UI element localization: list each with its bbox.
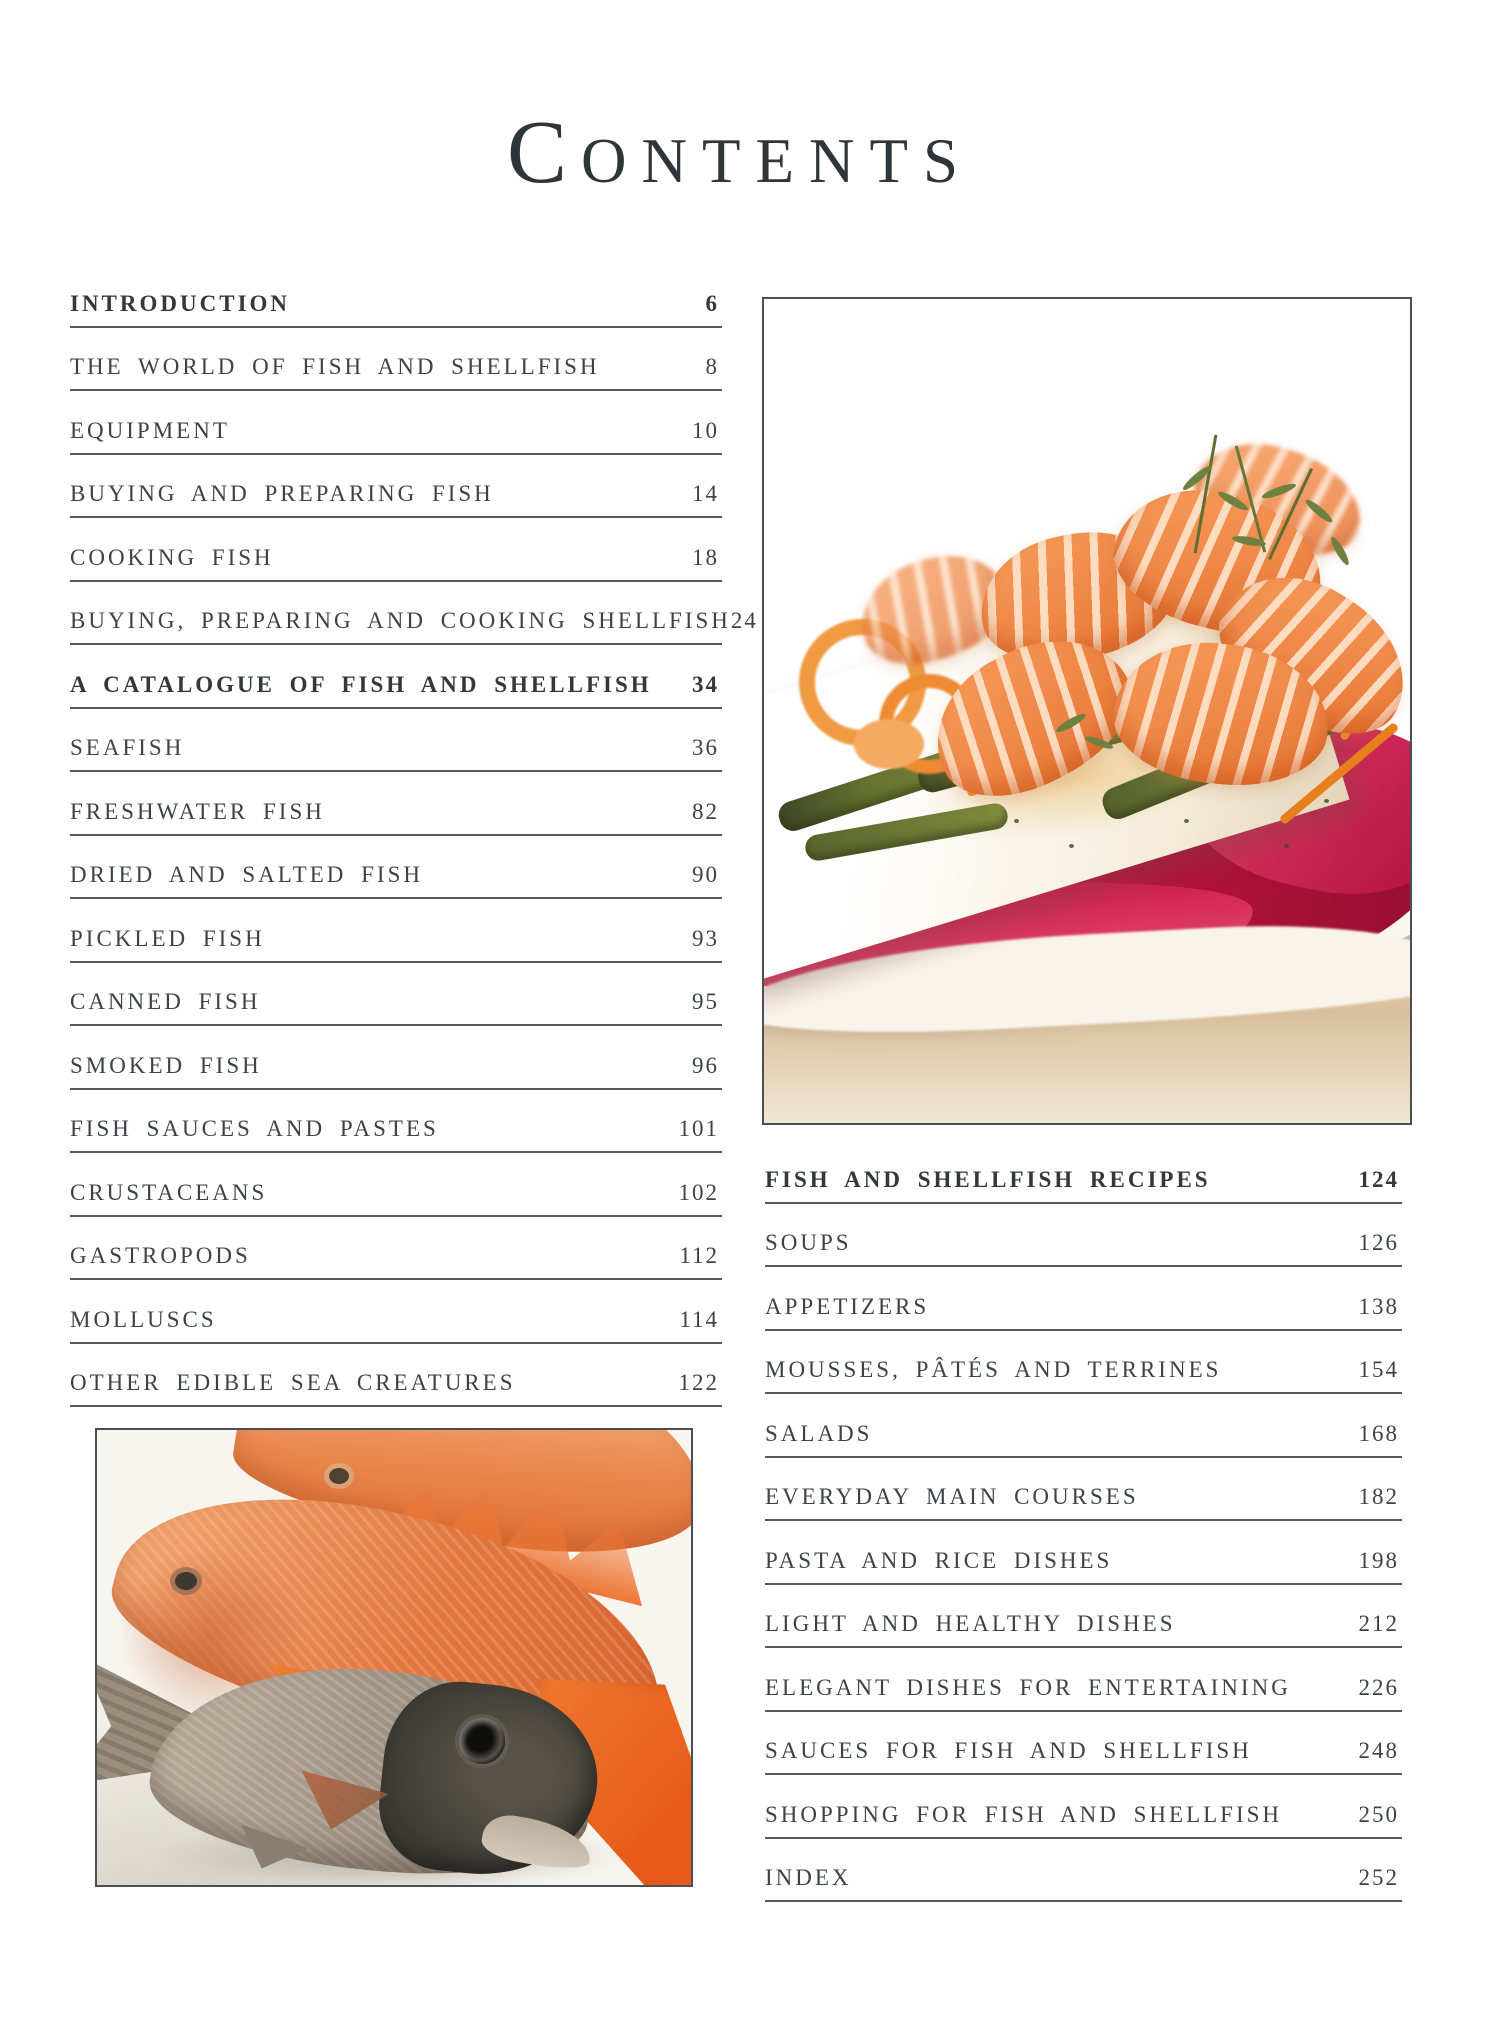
toc-entry-label: SAUCES FOR FISH AND SHELLFISH [765, 1738, 1252, 1763]
toc-entry-page: 124 [1358, 1166, 1399, 1192]
toc-entry-page: 14 [692, 481, 719, 506]
photo-snapper-bream [95, 1428, 693, 1887]
toc-row-molluscs [70, 1280, 722, 1344]
toc-entry-page: 36 [692, 735, 719, 760]
toc-entry-label: DRIED AND SALTED FISH [70, 862, 423, 887]
toc-row-fish-and-shellfish-recipes [765, 1140, 1402, 1204]
grey-bream-eye [459, 1718, 505, 1764]
toc-entry-label: COOKING FISH [70, 544, 274, 570]
toc-row-elegant-dishes-for-entertaining [765, 1648, 1402, 1712]
toc-entry-page: 18 [692, 544, 719, 570]
toc-entry-page: 252 [1358, 1865, 1399, 1890]
toc-entry-label: PICKLED FISH [70, 925, 265, 951]
toc-row-index [765, 1839, 1402, 1903]
toc-entry-page: 250 [1358, 1801, 1399, 1827]
toc-entry-label: SALADS [765, 1420, 873, 1446]
toc-row-sauces-for-fish-and-shellfish [765, 1712, 1402, 1776]
toc-entry-page: 8 [705, 354, 719, 379]
toc-row-other-edible-sea-creatures [70, 1344, 722, 1408]
toc-row-equipment [70, 391, 722, 455]
toc-entry-page: 168 [1358, 1420, 1399, 1446]
toc-entry-label: MOLLUSCS [70, 1306, 217, 1332]
toc-entry-label: LIGHT AND HEALTHY DISHES [765, 1611, 1176, 1636]
toc-entry-label: SEAFISH [70, 735, 185, 760]
toc-row-pickled-fish [70, 899, 722, 963]
herb-fleck [1014, 819, 1019, 823]
page-title [0, 103, 1480, 202]
toc-row-freshwater-fish [70, 772, 722, 836]
red-snapper-eye [175, 1572, 197, 1590]
toc-row-introduction [70, 264, 722, 328]
toc-entry-page: 102 [678, 1179, 719, 1205]
toc-row-buying-and-preparing-fish [70, 455, 722, 519]
toc-entry-page: 122 [678, 1370, 719, 1395]
toc-entry-label: BUYING AND PREPARING FISH [70, 481, 494, 506]
toc-row-smoked-fish [70, 1026, 722, 1090]
toc-entry-page: 34 [692, 671, 719, 697]
toc-entry-page: 198 [1358, 1547, 1399, 1573]
toc-row-light-and-healthy-dishes [765, 1585, 1402, 1649]
toc-entry-label: MOUSSES, PÂTÉS AND TERRINES [765, 1357, 1222, 1382]
toc-entry-label: SMOKED FISH [70, 1052, 262, 1078]
toc-entry-page: 138 [1358, 1293, 1399, 1319]
toc-row-seafish [70, 709, 722, 773]
toc-row-shopping-for-fish-and-shellfish [765, 1775, 1402, 1839]
toc-row-appetizers [765, 1267, 1402, 1331]
toc-row-crustaceans [70, 1153, 722, 1217]
herb-fleck [1324, 799, 1329, 803]
toc-row-dried-and-salted-fish [70, 836, 722, 900]
toc-entry-page: 154 [1358, 1357, 1399, 1382]
toc-entry-label: CANNED FISH [70, 989, 261, 1014]
herb-fleck [1284, 844, 1289, 848]
toc-entry-label: APPETIZERS [765, 1293, 930, 1319]
toc-entry-page: 126 [1358, 1230, 1399, 1255]
toc-entry-page: 95 [692, 989, 719, 1014]
toc-entry-label: A CATALOGUE OF FISH AND SHELLFISH [70, 671, 652, 697]
toc-row-catalogue-of-fish-and-shellfish [70, 645, 722, 709]
toc-row-cooking-fish [70, 518, 722, 582]
toc-row-salads [765, 1394, 1402, 1458]
toc-entry-label: FISH SAUCES AND PASTES [70, 1116, 439, 1141]
toc-entry-label: SOUPS [765, 1230, 852, 1255]
herb-fleck [1184, 819, 1189, 823]
toc-entry-page: 96 [692, 1052, 719, 1078]
toc-row-fish-sauces-and-pastes [70, 1090, 722, 1154]
toc-entry-page: 114 [679, 1306, 719, 1332]
toc-entry-page: 101 [678, 1116, 719, 1141]
toc-entry-label: ELEGANT DISHES FOR ENTERTAINING [765, 1674, 1291, 1700]
toc-entry-page: 93 [692, 925, 719, 951]
photo-langoustines [762, 297, 1412, 1125]
carrot-curl [854, 719, 924, 769]
toc-row-gastropods [70, 1217, 722, 1281]
toc-entry-label: GASTROPODS [70, 1243, 251, 1268]
toc-entry-label: EVERYDAY MAIN COURSES [765, 1484, 1139, 1509]
toc-entry-label: SHOPPING FOR FISH AND SHELLFISH [765, 1801, 1283, 1827]
toc-entry-label: PASTA AND RICE DISHES [765, 1547, 1113, 1573]
toc-column-left [70, 264, 758, 1407]
toc-entry-page: 10 [692, 417, 719, 443]
toc-row-buying-preparing-cooking-shellfish [70, 582, 758, 646]
herb-fleck [1069, 844, 1074, 848]
toc-row-pasta-and-rice-dishes [765, 1521, 1402, 1585]
toc-row-soups [765, 1204, 1402, 1268]
toc-entry-label: FISH AND SHELLFISH RECIPES [765, 1166, 1211, 1192]
toc-entry-label: OTHER EDIBLE SEA CREATURES [70, 1370, 516, 1395]
toc-entry-page: 6 [705, 290, 719, 316]
red-snapper-top-eye [329, 1468, 349, 1484]
toc-row-canned-fish [70, 963, 722, 1027]
toc-entry-page: 82 [692, 798, 719, 824]
toc-entry-label: CRUSTACEANS [70, 1179, 268, 1205]
toc-entry-page: 90 [692, 862, 719, 887]
toc-entry-page: 212 [1358, 1611, 1399, 1636]
toc-entry-label: INTRODUCTION [70, 290, 291, 316]
page-title-rest: ONTENTS [581, 126, 973, 196]
toc-entry-label: INDEX [765, 1865, 852, 1890]
toc-entry-page: 112 [679, 1243, 719, 1268]
toc-entry-page: 24 [730, 608, 758, 633]
toc-row-mousses-pates-and-terrines [765, 1331, 1402, 1395]
toc-column-right [765, 1140, 1402, 1902]
toc-entry-label: FRESHWATER FISH [70, 798, 325, 824]
toc-entry-page: 248 [1358, 1738, 1399, 1763]
toc-entry-label: BUYING, PREPARING AND COOKING SHELLFISH [70, 608, 731, 633]
page-title-initial: C [506, 103, 582, 202]
toc-row-everyday-main-courses [765, 1458, 1402, 1522]
toc-entry-page: 226 [1358, 1674, 1399, 1700]
toc-entry-label: EQUIPMENT [70, 417, 230, 443]
toc-entry-page: 182 [1358, 1484, 1399, 1509]
toc-row-world-of-fish-and-shellfish [70, 328, 722, 392]
toc-entry-label: THE WORLD OF FISH AND SHELLFISH [70, 354, 600, 379]
